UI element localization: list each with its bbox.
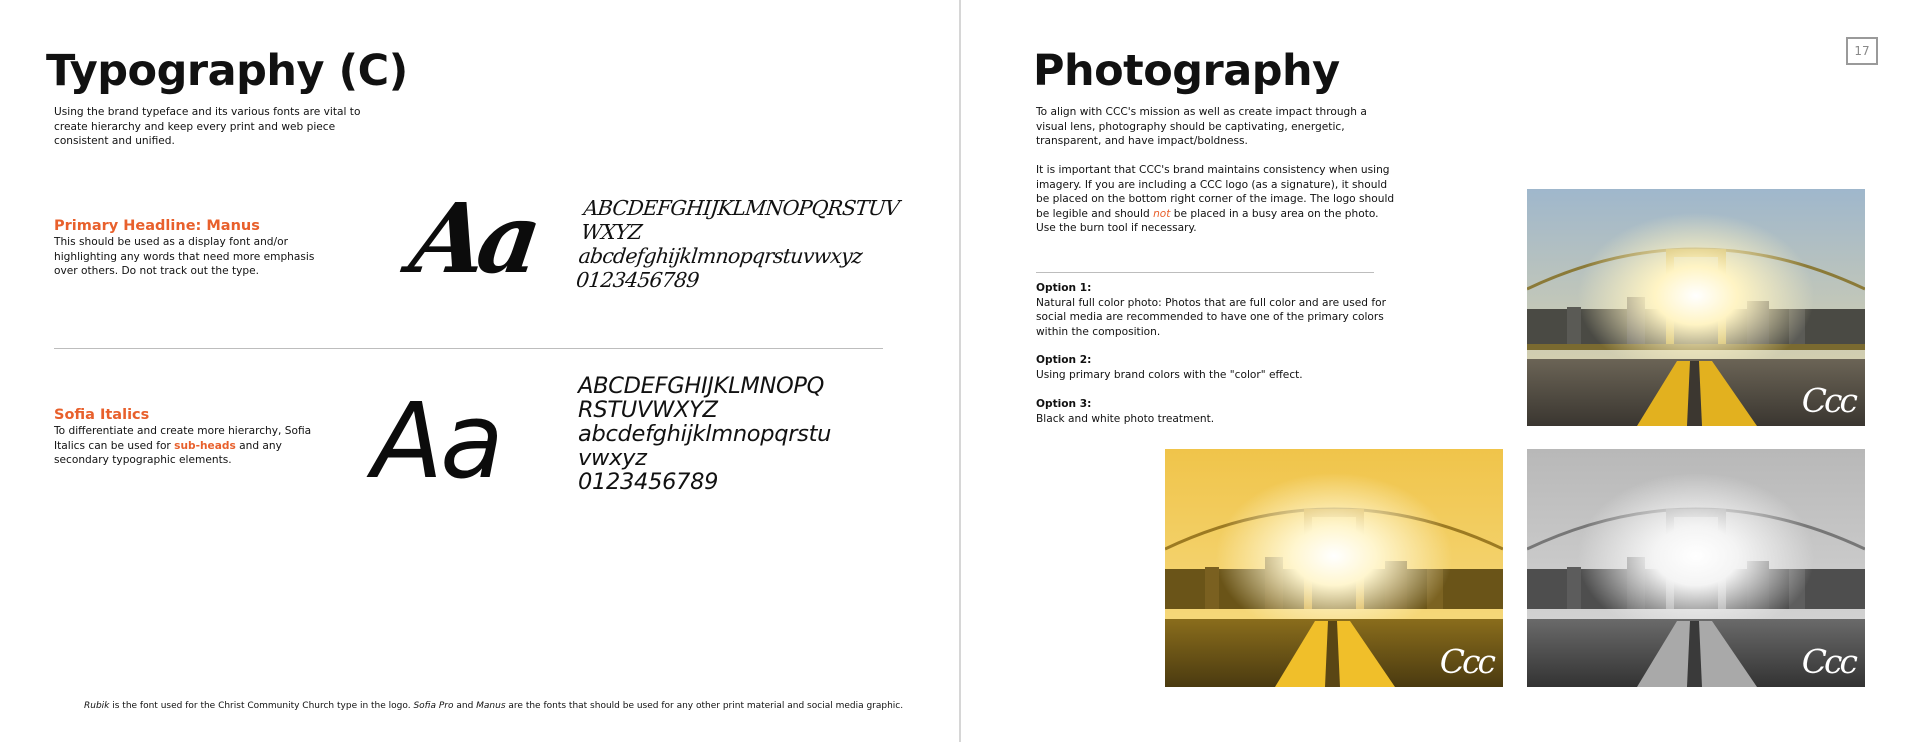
manus-specimen: Aa — [404, 182, 541, 295]
sofia-text-before: To differentiate and create more hierarchy, Sofia Italics can be used for — [54, 425, 312, 452]
ccc-logo-watermark: Ccc — [1801, 642, 1855, 681]
footnote-text-3: are the fonts that should be used for any other print material and social media graphic. — [505, 701, 904, 711]
photo-natural-color — [1527, 189, 1865, 426]
section-divider — [54, 348, 883, 349]
sofia-italics-heading: Sofia Italics — [54, 407, 150, 423]
sub-heads-highlight: sub-heads — [174, 439, 236, 452]
option-1-title: Option 1: — [1036, 282, 1092, 294]
option-1 — [1036, 281, 1396, 339]
page-number: 17 — [1846, 37, 1878, 65]
photo-black-white — [1527, 449, 1865, 687]
manus-character-set: ABCDEFGHIJKLMNOPQRSTUV WXYZ abcdefghijklmnopqrstuvwxyz 0123456789 — [574, 196, 901, 292]
option-3-title: Option 3: — [1036, 398, 1092, 410]
primary-headline-text: This should be used as a display font and/or highlighting any words that need more emphasis over others. Do not track out the type. — [54, 236, 315, 277]
option-2 — [1036, 353, 1396, 382]
footnote-font-sofia: Sofia Pro — [413, 701, 454, 711]
footnote-font-rubik: Rubik — [84, 701, 110, 711]
intro-text: Using the brand typeface and its various fonts are vital to create hierarchy and keep every print and web piece consistent and unified. — [54, 106, 361, 147]
left-page — [0, 0, 959, 742]
logo-text-after: be placed in a busy area on the photo. Use the burn tool if necessary. — [1036, 207, 1379, 234]
sofia-specimen: Aa — [372, 380, 501, 502]
logo-placement-text — [1036, 163, 1396, 236]
ccc-logo-watermark: Ccc — [1801, 381, 1855, 420]
not-emphasis: not — [1153, 207, 1171, 220]
options-divider — [1036, 272, 1374, 273]
sofia-italics-text — [54, 424, 338, 468]
primary-headline-heading: Primary Headline: Manus — [54, 218, 260, 234]
option-3 — [1036, 397, 1396, 426]
ccc-logo-watermark: Ccc — [1439, 642, 1493, 681]
photo-brand-color — [1165, 449, 1503, 687]
logo-text-before: It is important that CCC's brand maintains consistency when using imagery. If you are including a CCC logo (as a signature), it should be placed on the bottom right corner of the image. The logo should be legible and should — [1036, 164, 1395, 220]
sofia-text-after: and any secondary typographic elements. — [54, 439, 282, 466]
option-2-text: Using primary brand colors with the "color" effect. — [1036, 368, 1303, 381]
photography-title: Photography — [1033, 46, 1340, 96]
footnote-text-1: is the font used for the Christ Community Church type in the logo. — [109, 701, 414, 711]
option-1-text: Natural full color photo: Photos that are full color and are used for social media are recommended to have one of the primary colors within the composition. — [1036, 296, 1386, 338]
footnote-text-2: and — [453, 701, 477, 711]
page-title: Typography (C) — [46, 46, 408, 96]
option-3-text: Black and white photo treatment. — [1036, 412, 1215, 425]
sofia-character-set: ABCDEFGHIJKLMNOPQ RSTUVWXYZ abcdefghijklmnopqrstu vwxyz 0123456789 — [578, 373, 832, 495]
photography-intro: To align with CCC's mission as well as create impact through a visual lens, photography should be captivating, energetic, transparent, and have impact/boldness. — [1036, 106, 1367, 147]
footnote-font-manus: Manus — [476, 701, 506, 711]
font-footnote — [84, 701, 903, 711]
right-page — [961, 0, 1920, 742]
option-2-title: Option 2: — [1036, 354, 1092, 366]
